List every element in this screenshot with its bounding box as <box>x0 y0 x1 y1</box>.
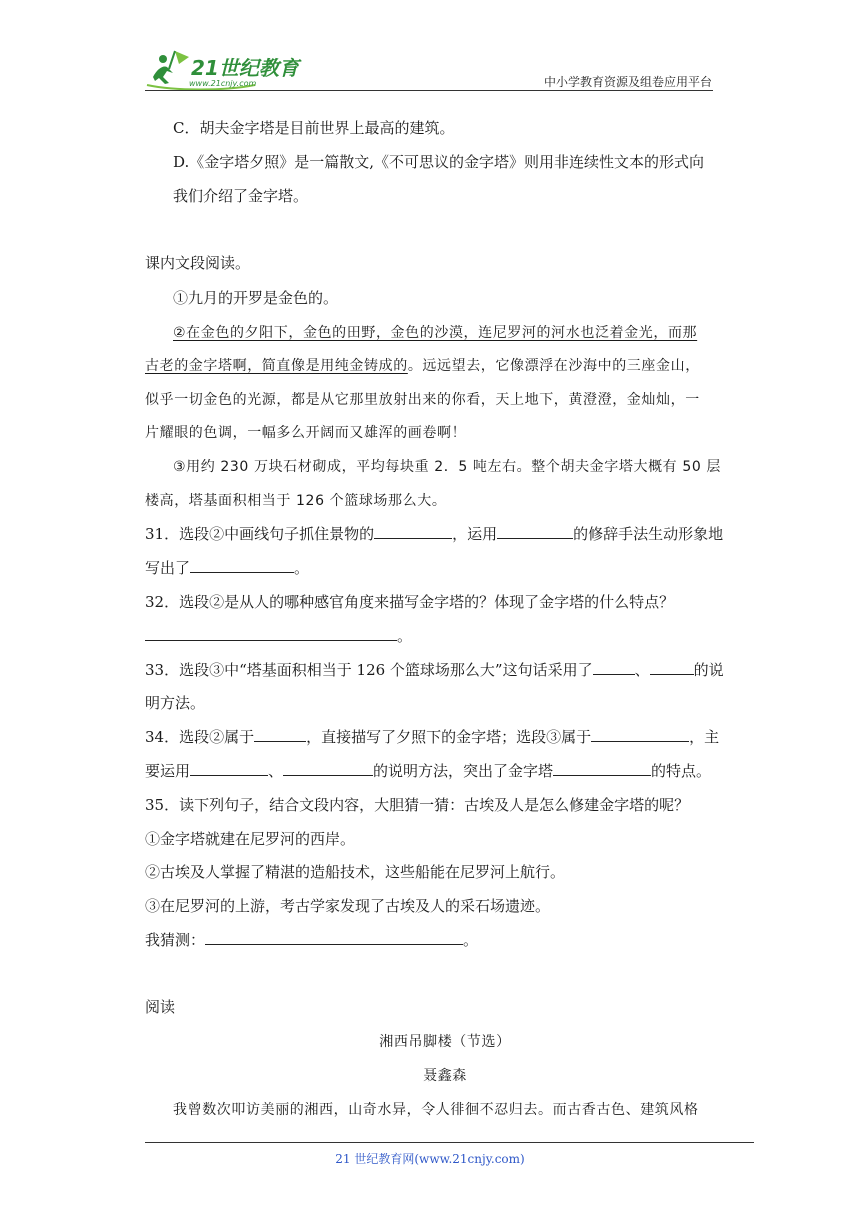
question-text: 。 <box>294 559 310 577</box>
answer-blank[interactable] <box>254 727 306 742</box>
footer-link[interactable]: 21 世纪教育网(www.21cnjy.com) <box>335 1152 525 1166</box>
question-31-line2 <box>145 558 309 578</box>
platform-label: 中小学教育资源及组卷应用平台 <box>543 75 712 89</box>
question-text: 、 <box>268 762 284 780</box>
question-text: ，运用 <box>452 525 498 543</box>
question-33-line2: 明方法。 <box>145 694 206 712</box>
answer-blank[interactable] <box>283 761 373 776</box>
logo-url: www.21cnjy.com <box>189 79 257 88</box>
answer-blank[interactable] <box>591 727 689 742</box>
question-text: 的说 <box>693 661 724 679</box>
answer-blank[interactable] <box>593 660 635 675</box>
question-33-line1 <box>145 660 724 680</box>
logo-text: 21世纪教育 <box>191 56 299 80</box>
runner-logo-icon <box>145 47 305 93</box>
question-text: 我猜测： <box>145 931 206 949</box>
passage-para-3-line2: 楼高，塔基面积相当于 126 个篮球场那么大。 <box>145 493 447 509</box>
option-d-line1: D.《金字塔夕照》是一篇散文,《不可思议的金字塔》则用非连续性文本的形式向 <box>173 153 705 171</box>
section-heading: 课内文段阅读。 <box>145 254 251 272</box>
question-34-line2 <box>145 761 711 781</box>
header-divider <box>145 90 713 91</box>
question-text: 要运用 <box>145 762 191 780</box>
underlined-sentence-part1: ②在金色的夕阳下，金色的田野，金色的沙漠，连尼罗河的河水也泛着金光，而那 <box>173 325 698 341</box>
underlined-sentence-part2: 古老的金字塔啊，简直像是用纯金铸成的 <box>145 358 408 374</box>
question-text: 的修辞手法生动形象地 <box>573 525 724 543</box>
option-c: C．胡夫金字塔是目前世界上最高的建筑。 <box>173 119 455 137</box>
question-text: 。 <box>463 931 479 949</box>
passage-para-2-line2 <box>145 355 700 375</box>
question-text: 、 <box>634 661 650 679</box>
footer-divider <box>145 1142 754 1143</box>
passage-para-2-line1 <box>173 322 697 342</box>
question-35-guess <box>145 930 478 950</box>
answer-blank[interactable] <box>145 626 397 641</box>
answer-blank[interactable] <box>205 930 463 945</box>
question-text: 34．选段②属于 <box>145 728 255 746</box>
question-35-sentence-3: ③在尼罗河的上游，考古学家发现了古埃及人的采石场遗迹。 <box>145 897 551 915</box>
question-text: 33．选段③中“塔基面积相当于 126 个篮球场那么大”这句话采用了 <box>145 661 593 679</box>
answer-blank[interactable] <box>374 524 452 539</box>
question-34-line1 <box>145 727 719 747</box>
question-text: 写出了 <box>145 559 191 577</box>
passage-para-2-line3: 似乎一切金色的光源，都是从它那里放射出来的你看，天上地下，黄澄澄，金灿灿，一 <box>145 392 700 408</box>
question-32: 32．选段②是从人的哪种感官角度来描写金字塔的？体现了金字塔的什么特点？ <box>145 593 675 611</box>
question-35: 35．读下列句子，结合文段内容，大胆猜一猜：古埃及人是怎么修建金字塔的呢？ <box>145 796 690 814</box>
question-text: ，直接描写了夕照下的金字塔；选段③属于 <box>306 728 592 746</box>
passage-text: 。远远望去，它像漂浮在沙海中的三座金山， <box>407 358 700 374</box>
question-text: 。 <box>397 627 413 645</box>
question-text: 31．选段②中画线句子抓住景物的 <box>145 525 375 543</box>
answer-blank[interactable] <box>190 761 268 776</box>
question-32-answer <box>145 626 412 646</box>
passage-para-1: ①九月的开罗是金色的。 <box>173 289 339 307</box>
question-text: ，主 <box>689 728 720 746</box>
answer-blank[interactable] <box>190 558 294 573</box>
question-35-sentence-2: ②古埃及人掌握了精湛的造船技术，这些船能在尼罗河上航行。 <box>145 863 566 881</box>
option-d-line2: 我们介绍了金字塔。 <box>173 187 309 205</box>
article-title: 湘西吊脚楼（节选） <box>379 1034 511 1050</box>
answer-blank[interactable] <box>553 761 651 776</box>
question-text: 的特点。 <box>651 762 712 780</box>
answer-blank[interactable] <box>497 524 573 539</box>
answer-blank[interactable] <box>650 660 694 675</box>
site-logo[interactable] <box>145 47 305 93</box>
question-35-sentence-1: ①金字塔就建在尼罗河的西岸。 <box>145 830 356 848</box>
passage-para-2-line4: 片耀眼的色调，一幅多么开阔而又雄浑的画卷啊！ <box>145 425 467 441</box>
question-31-line1 <box>145 524 723 544</box>
article-author: 聂鑫森 <box>423 1068 467 1084</box>
article-para-1: 我曾数次叩访美丽的湘西，山奇水异，令人徘徊不忍归去。而古香古色、建筑风格 <box>173 1102 699 1118</box>
question-text: 的说明方法，突出了金字塔 <box>373 762 554 780</box>
section-heading-2: 阅读 <box>145 998 176 1016</box>
passage-para-3-line1: ③用约 230 万块石材砌成，平均每块重 2．5 吨左右。整个胡夫金字塔大概有 50 层 <box>173 459 722 475</box>
